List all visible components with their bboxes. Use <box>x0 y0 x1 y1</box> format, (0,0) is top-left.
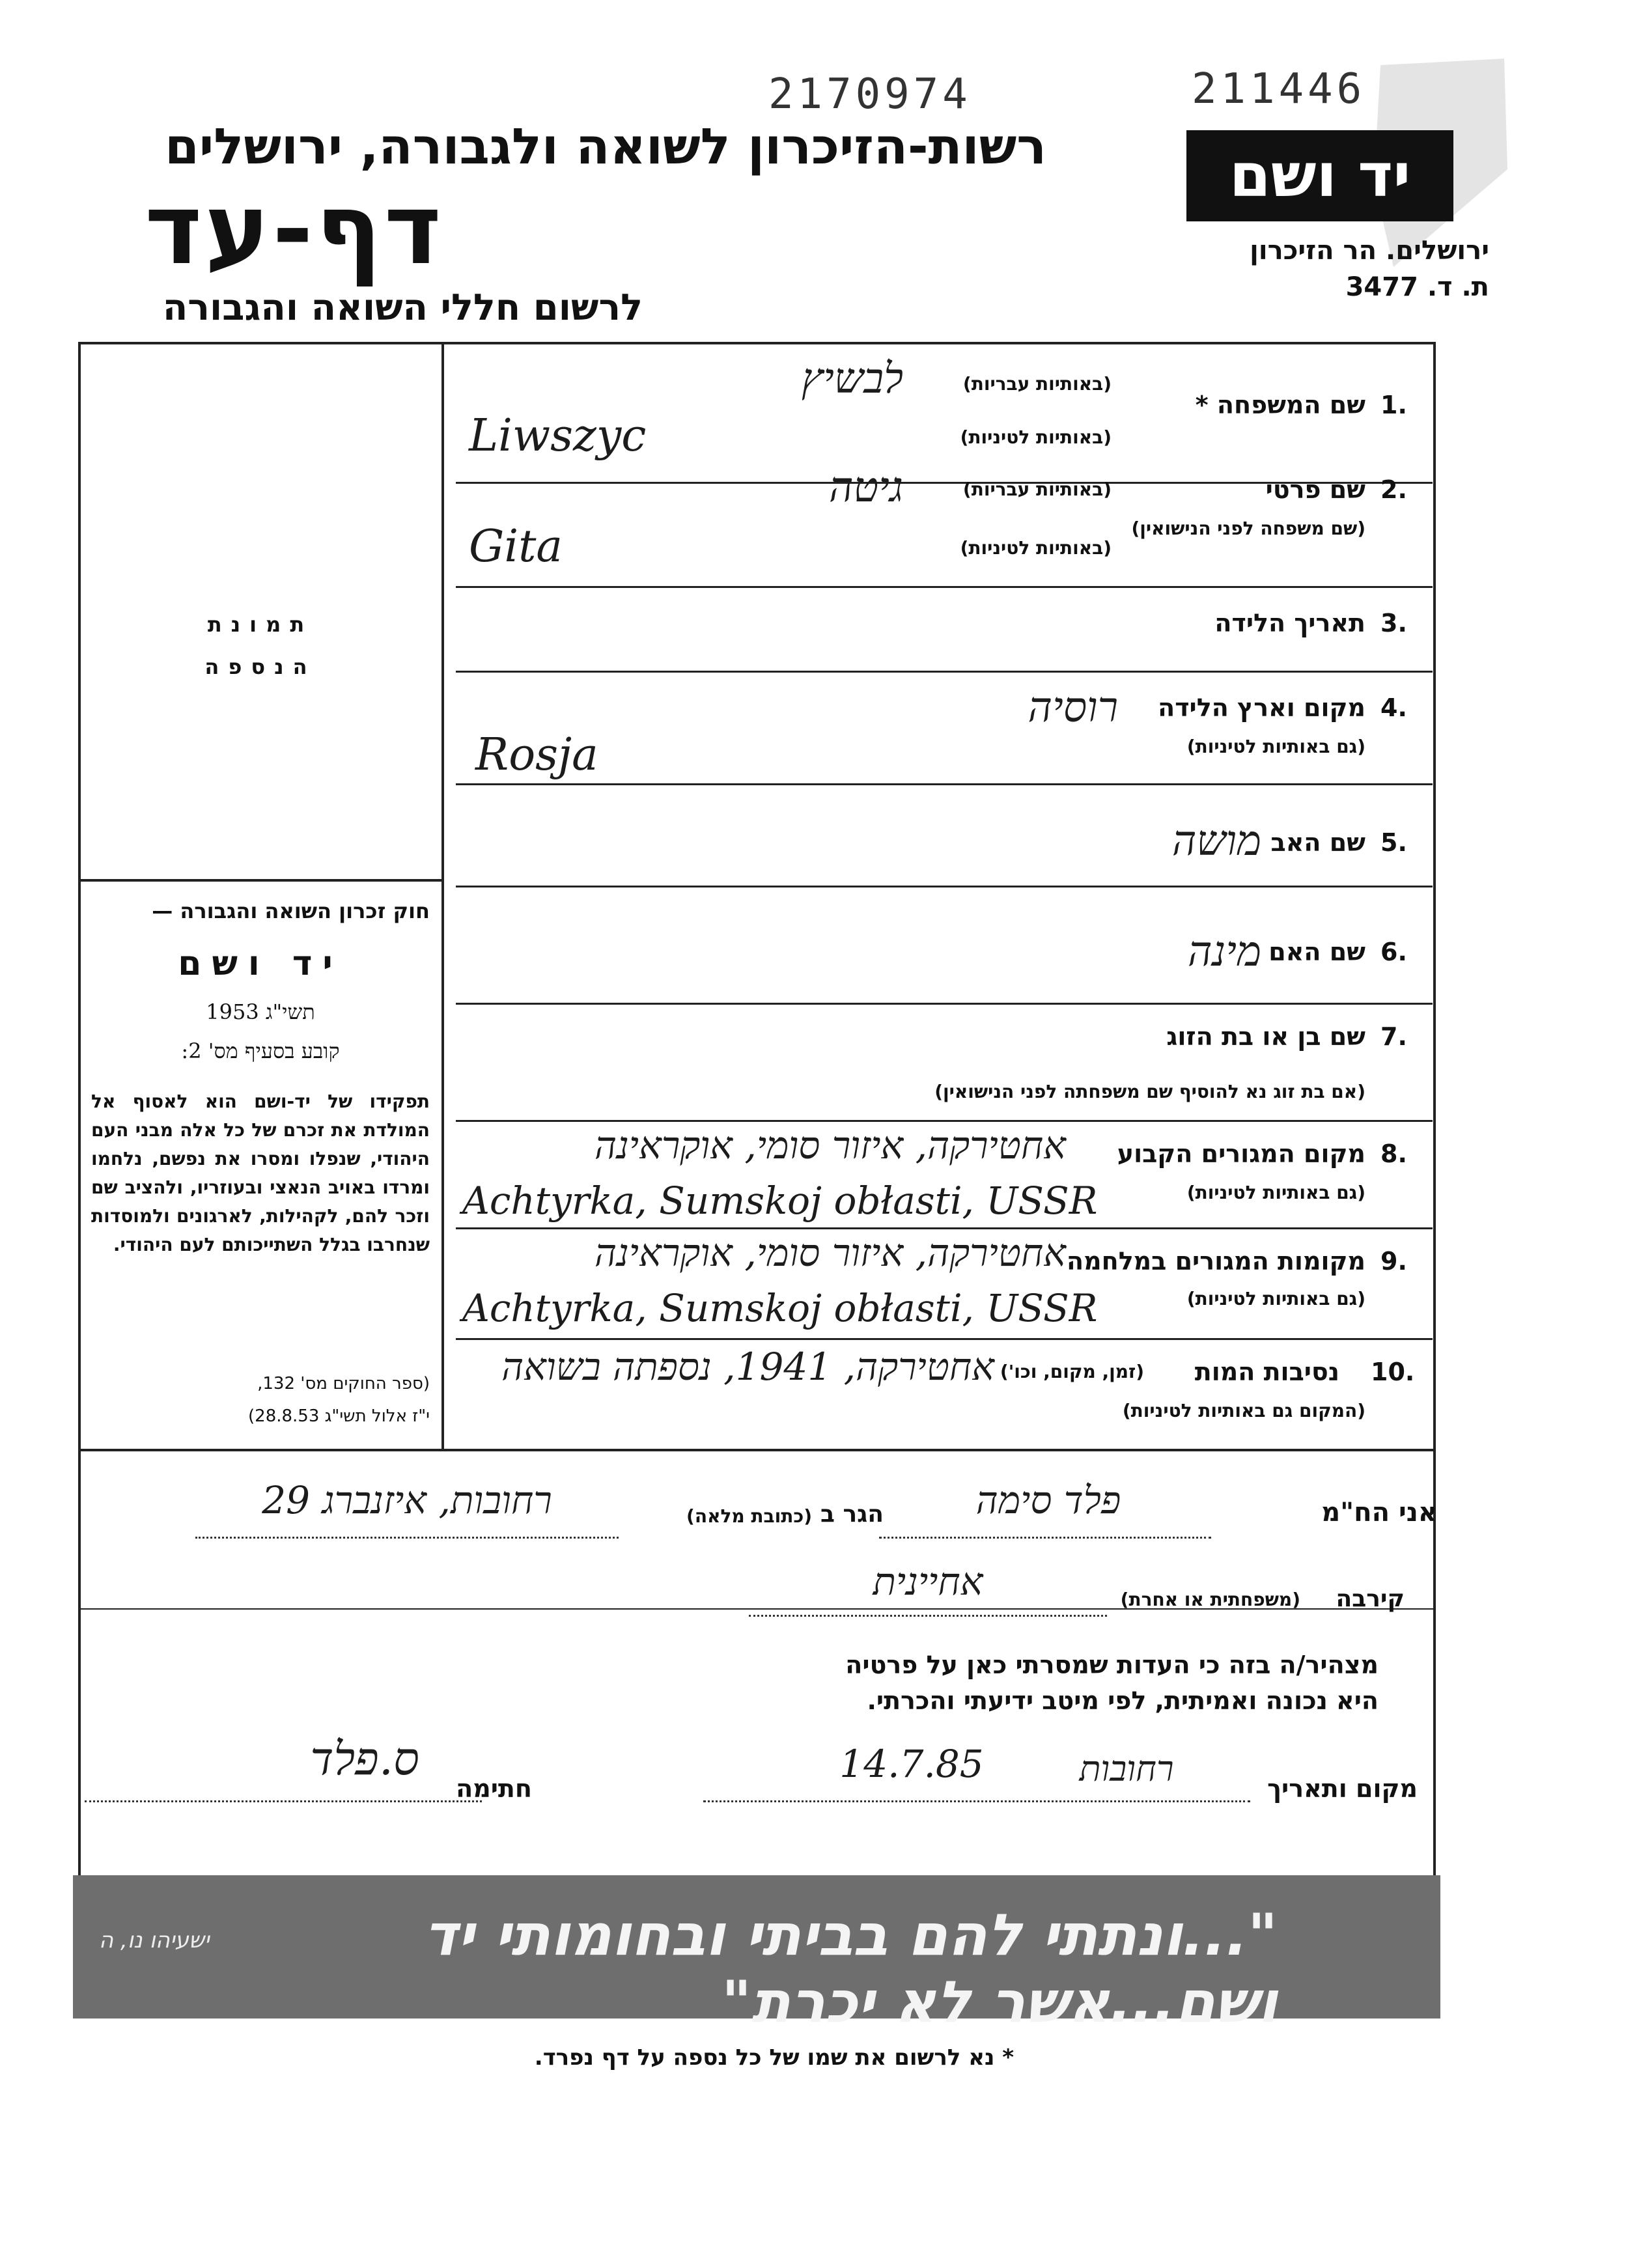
photo-label-1: תמונת <box>207 612 314 637</box>
row-sep <box>456 1338 1433 1340</box>
field-1-hint-hebrew: (באותיות עבריות) <box>962 373 1112 395</box>
field-8-number: 8. <box>1380 1139 1407 1168</box>
footnote: * נא לרשום את שמו של כל נספה על דף נפרד. <box>534 2045 1014 2071</box>
signature-label: חתימה <box>456 1774 532 1803</box>
row-sep <box>456 783 1433 785</box>
serial-number-left: 2170974 <box>768 70 972 119</box>
law-source: (ספר החוקים מס' 132, <box>257 1374 430 1393</box>
field-4-hint-latin: (גם באותיות לטיניות) <box>1186 736 1365 757</box>
field-10-value[interactable]: אחטירקה, 1941, נספתה בשואה <box>501 1345 994 1389</box>
row-sep <box>456 1120 1433 1122</box>
field-9-value-hebrew[interactable]: אחטירקה, איזור סומי, אוקראינה <box>594 1231 1066 1275</box>
field-6-label: שם האם <box>1268 938 1365 966</box>
law-year: תשי"ג 1953 <box>206 999 315 1024</box>
field-8-value-latin[interactable]: Achtyrka, Sumskoj obłasti, USSR <box>462 1179 1098 1223</box>
form-subtitle: לרשום חללי השואה והגבורה <box>162 286 643 329</box>
residing-label: הגר ב <box>820 1501 884 1528</box>
quote-banner <box>73 1875 1440 2035</box>
signature-line <box>85 1800 482 1802</box>
field-5-value[interactable]: מושה <box>1171 817 1261 865</box>
address-hint: (כתובת מלאה) <box>686 1505 812 1527</box>
field-4-value-hebrew[interactable]: רוסיה <box>1028 684 1118 732</box>
field-1-hint-latin: (באותיות לטיניות) <box>960 426 1112 448</box>
kinship-hint: (משפחתית או אחרת) <box>1120 1589 1300 1610</box>
kinship-line <box>749 1615 1107 1617</box>
field-3-number: 3. <box>1380 609 1407 637</box>
law-date: י"ז אלול תשי"ג 28.8.53) <box>248 1406 430 1426</box>
field-4-label: מקום וארץ הלידה <box>1158 693 1365 722</box>
row-sep <box>456 586 1433 588</box>
declaration-line-2: היא נכונה ואמיתית, לפי מיטב ידיעתי והכרתי. <box>867 1686 1379 1715</box>
serial-number-right: 211446 <box>1192 65 1366 113</box>
address-line <box>195 1537 619 1539</box>
name-line <box>879 1537 1211 1539</box>
logo-text: יד ושם <box>1229 141 1411 210</box>
law-title: חוק זכרון השואה והגבורה — <box>152 899 430 923</box>
date-value[interactable]: 14.7.85 <box>839 1742 984 1786</box>
field-4-number: 4. <box>1380 693 1407 722</box>
declaration-line-1: מצהיר/ה בזה כי העדות שמסרתי כאן על פרטיה <box>845 1651 1379 1679</box>
field-2-value-latin[interactable]: Gita <box>469 521 563 572</box>
declarant-address[interactable]: רחובות, איזנברג 29 <box>262 1478 552 1522</box>
field-8-value-hebrew[interactable]: אחטירקה, איזור סומי, אוקראינה <box>594 1123 1066 1167</box>
place-date-label: מקום ותאריך <box>1267 1774 1418 1803</box>
field-2-hint-latin: (באותיות לטיניות) <box>960 537 1112 559</box>
field-10-hint-2: (המקום גם באותיות לטיניות) <box>1122 1400 1365 1421</box>
field-9-label: מקומות המגורים במלחמה <box>1066 1247 1365 1276</box>
field-1-label: שם המשפחה * <box>1195 391 1365 419</box>
field-4-value-latin[interactable]: Rosja <box>475 729 598 781</box>
field-10-number: 10. <box>1371 1358 1415 1386</box>
field-9-value-latin[interactable]: Achtyrka, Sumskoj obłasti, USSR <box>462 1286 1098 1330</box>
banner-quote: "...ונתתי להם בביתי ובחומותי יד ושם...אשר לא יכרת" <box>423 1901 1278 2035</box>
form-title: דף-עד <box>145 173 444 286</box>
address-line-2: ת. ד. 3477 <box>1345 272 1489 302</box>
field-2-label: שם פרטי <box>1265 475 1365 504</box>
field-6-number: 6. <box>1380 938 1407 966</box>
field-2-label-sub: (שם משפחה לפני הנישואין) <box>1131 518 1365 539</box>
field-6-value[interactable]: מינה <box>1187 928 1261 976</box>
row-sep <box>456 886 1433 887</box>
place-value[interactable]: רחובות <box>1079 1748 1174 1789</box>
field-3-label: תאריך הלידה <box>1214 609 1365 637</box>
declarant-name[interactable]: פלד סימה <box>975 1478 1121 1522</box>
declarant-label: אני הח"מ <box>1321 1498 1437 1528</box>
banner-source: ישעיהו נו, ה <box>99 1927 210 1953</box>
field-9-hint-latin: (גם באותיות לטיניות) <box>1186 1288 1365 1309</box>
authority-heading: רשות-הזיכרון לשואה ולגבורה, ירושלים <box>165 117 1046 175</box>
field-9-number: 9. <box>1380 1247 1407 1276</box>
field-1-value-latin[interactable]: Liwszyc <box>469 410 647 462</box>
field-7-hint: (אם בת זוג נא להוסיף שם משפחתה לפני הנישואין) <box>934 1081 1365 1102</box>
field-7-label: שם בן או בת הזוג <box>1166 1022 1365 1051</box>
field-5-label: שם האב <box>1270 828 1365 857</box>
row-sep <box>456 1003 1433 1005</box>
field-1-value-hebrew[interactable]: לבשיץ <box>801 355 903 403</box>
place-date-line <box>703 1800 1250 1802</box>
law-text: תפקידו של יד-ושם הוא לאסוף אל המולדת את זכרם של כל אלה מבני העם היהודי, שנפלו ומסרו את נפשם, נלחמו ומרדו באויב הנאצי ובעוזריו, ולהציב שם וזכר להם, לקהילות, לארגונים ולמוסדות שנחרבו בגלל השתייכותם לעם היהודי. <box>91 1091 430 1255</box>
field-2-number: 2. <box>1380 475 1407 504</box>
field-5-number: 5. <box>1380 828 1407 857</box>
address-line-1: ירושלים. הר הזיכרון <box>1250 236 1489 266</box>
field-8-hint-latin: (גם באותיות לטיניות) <box>1186 1182 1365 1203</box>
field-2-hint-hebrew: (באותיות עבריות) <box>962 479 1112 500</box>
fields-bottom-rule <box>78 1449 1436 1451</box>
field-1-number: 1. <box>1380 391 1407 419</box>
signature-value[interactable]: ס.פלד <box>310 1732 419 1785</box>
field-10-hint: (זמן, מקום, וכו') <box>1000 1361 1144 1382</box>
field-10-label: נסיבות המות <box>1194 1358 1339 1386</box>
declarant-kinship[interactable]: אחיינית <box>873 1559 983 1604</box>
photo-label-2: הנספה <box>204 654 316 679</box>
field-8-label: מקום המגורים הקבוע <box>1117 1139 1365 1168</box>
field-2-value-hebrew[interactable]: גיטה <box>828 464 903 512</box>
row-sep <box>456 671 1433 673</box>
kinship-label: קירבה <box>1336 1585 1405 1612</box>
sidebar-rule <box>78 879 443 882</box>
field-7-number: 7. <box>1380 1022 1407 1051</box>
law-clause: קובע בסעיף מס' 2: <box>181 1039 340 1063</box>
yad-vashem-logo <box>1186 130 1453 221</box>
row-sep <box>456 1227 1433 1229</box>
law-name: יד ושם <box>178 944 343 983</box>
sidebar-divider <box>441 342 444 1449</box>
